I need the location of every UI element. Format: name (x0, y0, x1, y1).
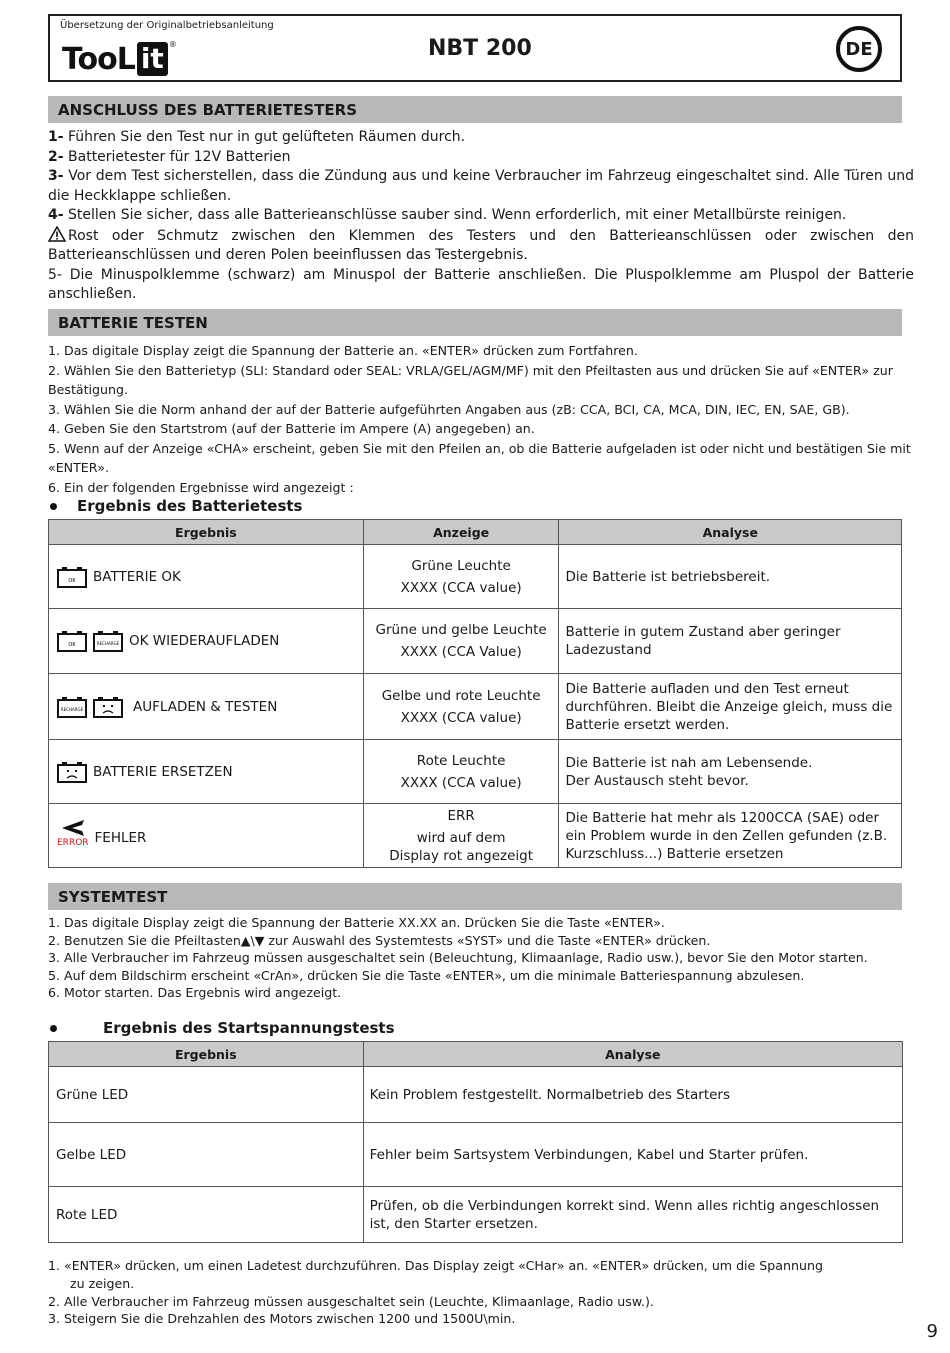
display-value: wird auf dem (416, 829, 506, 846)
starter-result-title: Ergebnis des Startspannungstests (50, 1019, 395, 1037)
charge-test-steps (48, 1257, 914, 1328)
page-number: 9 (926, 1321, 938, 1342)
analysis-text: Die Batterie ist betriebsbereit. (559, 545, 902, 609)
starter-result-table (48, 1041, 903, 1243)
logo-text-right: it (137, 42, 168, 76)
system-test-step-2: 2. Benutzen Sie die Pfeiltasten▲\▼ zur Auswahl des Systemtests «SYST» und die Taste «ENTER» drücken. (48, 932, 711, 948)
table-row (49, 804, 902, 868)
analysis-text: Batterie in gutem Zustand aber geringer Ladezustand (559, 609, 902, 674)
table-row (49, 1067, 903, 1123)
display-note: Display rot angezeigt (389, 847, 534, 864)
battery-test-step-2: 2. Wählen Sie den Batterietyp (SLI: Standard oder SEAL: VRLA/GEL/AGM/MF) mit den Pfeiltasten aus und drücken Sie auf «ENTER» zur Bestätigung. (48, 362, 893, 397)
system-test-step-3: 3. Alle Verbraucher im Fahrzeug müssen ausgeschaltet sein (Beleuchtung, Klimaanlage, Radio usw.), bevor Sie den Motor starten. (48, 950, 868, 966)
battery-result-title: Ergebnis des Batterietests (50, 497, 302, 515)
display-text: Rote Leuchte (416, 752, 506, 769)
table-row (49, 674, 902, 740)
section-title-system-test: SYSTEMTEST (48, 883, 902, 910)
table-row (49, 1123, 903, 1187)
display-text: ERR (447, 807, 475, 824)
connection-step-1: 1- Führen Sie den Test nur in gut gelüfteten Räumen durch. (48, 129, 466, 145)
analysis-text: Die Batterie ist nah am Lebensende. Der Austausch steht bevor. (559, 740, 902, 804)
analysis-text: Die Batterie hat mehr als 1200CCA (SAE) oder ein Problem wurde in den Zellen gefunden (z.B. Kurzschluss...) Batterie ersetzen (559, 804, 902, 868)
table-row (49, 1187, 903, 1243)
charge-test-step-2: 2. Alle Verbraucher im Fahrzeug müssen ausgeschaltet sein (Leuchte, Klimaanlage, Radio usw.). (48, 1293, 654, 1309)
battery-test-step-3: 3. Wählen Sie die Norm anhand der auf der Batterie aufgeführten Angaben aus (zB: CCA, BCI, CA, MCA, DIN, IEC, EN, SAE, GB). (48, 401, 850, 417)
system-test-step-1: 1. Das digitale Display zeigt die Spannung der Batterie XX.XX an. Drücken Sie die Taste «ENTER». (48, 915, 665, 930)
warning-icon (48, 226, 66, 242)
system-test-steps (48, 914, 914, 1002)
table-row (49, 545, 902, 609)
language-badge: DE (836, 26, 882, 72)
battery-recharge-icon (93, 630, 123, 652)
model-title: NBT 200 (428, 36, 532, 61)
battery-test-steps (48, 341, 914, 497)
battery-result-table (48, 519, 902, 868)
battery-sad-icon (57, 761, 87, 783)
analysis-text: Prüfen, ob die Verbindungen korrekt sind. Wenn alles richtig angeschlossen ist, den Starter ersetzen. (363, 1187, 902, 1243)
svg-text:OK: OK (68, 577, 76, 584)
connection-step-4: 4- Stellen Sie sicher, dass alle Batterieanschlüsse sauber sind. Wenn erforderlich, mit einer Metallbürste reinigen. (48, 207, 847, 223)
analysis-text: Kein Problem festgestellt. Normalbetrieb des Starters (363, 1067, 902, 1123)
battery-ok-icon (57, 566, 87, 588)
result-label: OK WIEDERAUFLADEN (129, 633, 280, 649)
table-row (49, 609, 902, 674)
toolit-logo (62, 40, 177, 78)
battery-test-step-6: 6. Ein der folgenden Ergebnisse wird angezeigt : (48, 479, 354, 495)
svg-text:OK: OK (68, 642, 76, 648)
display-value: XXXX (CCA value) (400, 709, 522, 726)
connection-step-2: 2- Batterietester für 12V Batterien (48, 148, 291, 165)
column-header-analysis: Analyse (363, 1042, 902, 1067)
connection-warning: Rost oder Schmutz zwischen den Klemmen des Testers und den Batterieanschlüssen oder zwischen den Batterieanschlüssen und deren Polen beeinflussen das Testergebnis. (48, 227, 914, 263)
result-label: Grüne LED (49, 1067, 364, 1123)
column-header-result: Ergebnis (49, 520, 364, 545)
battery-ok-icon (57, 630, 87, 652)
logo-registered-mark: ® (168, 40, 177, 49)
system-test-step-5: 5. Auf dem Bildschirm erscheint «CrAn», drücken Sie die Taste «ENTER», um die minimale Batteriespannung abzulesen. (48, 967, 805, 983)
display-value: XXXX (CCA value) (400, 579, 522, 596)
bullet-icon (50, 503, 57, 510)
charge-test-step-1-cont: zu zeigen. (70, 1275, 135, 1291)
svg-text:RECHARGE: RECHARGE (60, 706, 84, 712)
charge-test-step-1: 1. «ENTER» drücken, um einen Ladetest durchzuführen. Das Display zeigt «CHar» an. «ENTER» drücken, um die Spannung (48, 1258, 823, 1273)
charge-test-step-3: 3. Steigern Sie die Drehzahlen des Motors zwischen 1200 und 1500U\min. (48, 1311, 516, 1327)
display-value: XXXX (CCA value) (400, 774, 522, 791)
connection-step-3: 3- Vor dem Test sicherstellen, dass die Zündung aus und keine Verbraucher im Fahrzeug eingeschaltet sind. Alle Türen und die Heckklappe schließen. (48, 168, 914, 204)
display-text: Grüne Leuchte (411, 557, 511, 574)
battery-sad-icon (93, 696, 123, 718)
document-header (48, 14, 902, 82)
display-text: Gelbe und rote Leuchte (381, 687, 541, 704)
analysis-text: Die Batterie aufladen und den Test erneut durchführen. Bleibt die Anzeige gleich, muss die Batterie ersetzt werden. (559, 674, 902, 740)
result-label: AUFLADEN & TESTEN (133, 698, 278, 715)
result-label: BATTERIE ERSETZEN (93, 763, 233, 780)
battery-test-step-1: 1. Das digitale Display zeigt die Spannung der Batterie an. «ENTER» drücken zum Fortfahren. (48, 343, 638, 358)
analysis-text: Fehler beim Sartsystem Verbindungen, Kabel und Starter prüfen. (363, 1123, 902, 1187)
display-value: XXXX (CCA Value) (400, 644, 522, 660)
battery-test-step-5: 5. Wenn auf der Anzeige «CHA» erscheint, geben Sie mit den Pfeilen an, ob die Batterie aufgeladen ist oder nicht und bestätigen Sie mit «ENTER». (48, 440, 911, 475)
logo-text-left: TooL (62, 41, 135, 77)
result-label: Gelbe LED (49, 1123, 364, 1187)
header-subtitle: Übersetzung der Originalbetriebsanleitung (60, 20, 274, 31)
column-header-result: Ergebnis (49, 1042, 364, 1067)
result-label: BATTERIE OK (93, 568, 181, 585)
table-row (49, 740, 902, 804)
display-text: Grüne und gelbe Leuchte (375, 622, 547, 638)
connection-steps (48, 128, 914, 305)
column-header-analysis: Analyse (559, 520, 902, 545)
system-test-step-6: 6. Motor starten. Das Ergebnis wird angezeigt. (48, 985, 342, 1001)
result-label: Rote LED (49, 1187, 364, 1243)
section-title-battery-test: BATTERIE TESTEN (48, 309, 902, 336)
bullet-icon (50, 1025, 57, 1032)
section-title-connection: ANSCHLUSS DES BATTERIETESTERS (48, 96, 902, 123)
battery-test-step-4: 4. Geben Sie den Startstrom (auf der Batterie im Ampere (A) angegeben) an. (48, 421, 535, 436)
result-label: FEHLER (94, 829, 147, 846)
svg-text:RECHARGE: RECHARGE (96, 641, 120, 646)
error-clamp-icon: ERROR (57, 818, 89, 848)
connection-step-5: 5- Die Minuspolklemme (schwarz) am Minuspol der Batterie anschließen. Die Pluspolklemme am Pluspol der Batterie anschließen. (48, 266, 914, 302)
battery-recharge-icon (57, 696, 87, 718)
column-header-display: Anzeige (363, 520, 559, 545)
